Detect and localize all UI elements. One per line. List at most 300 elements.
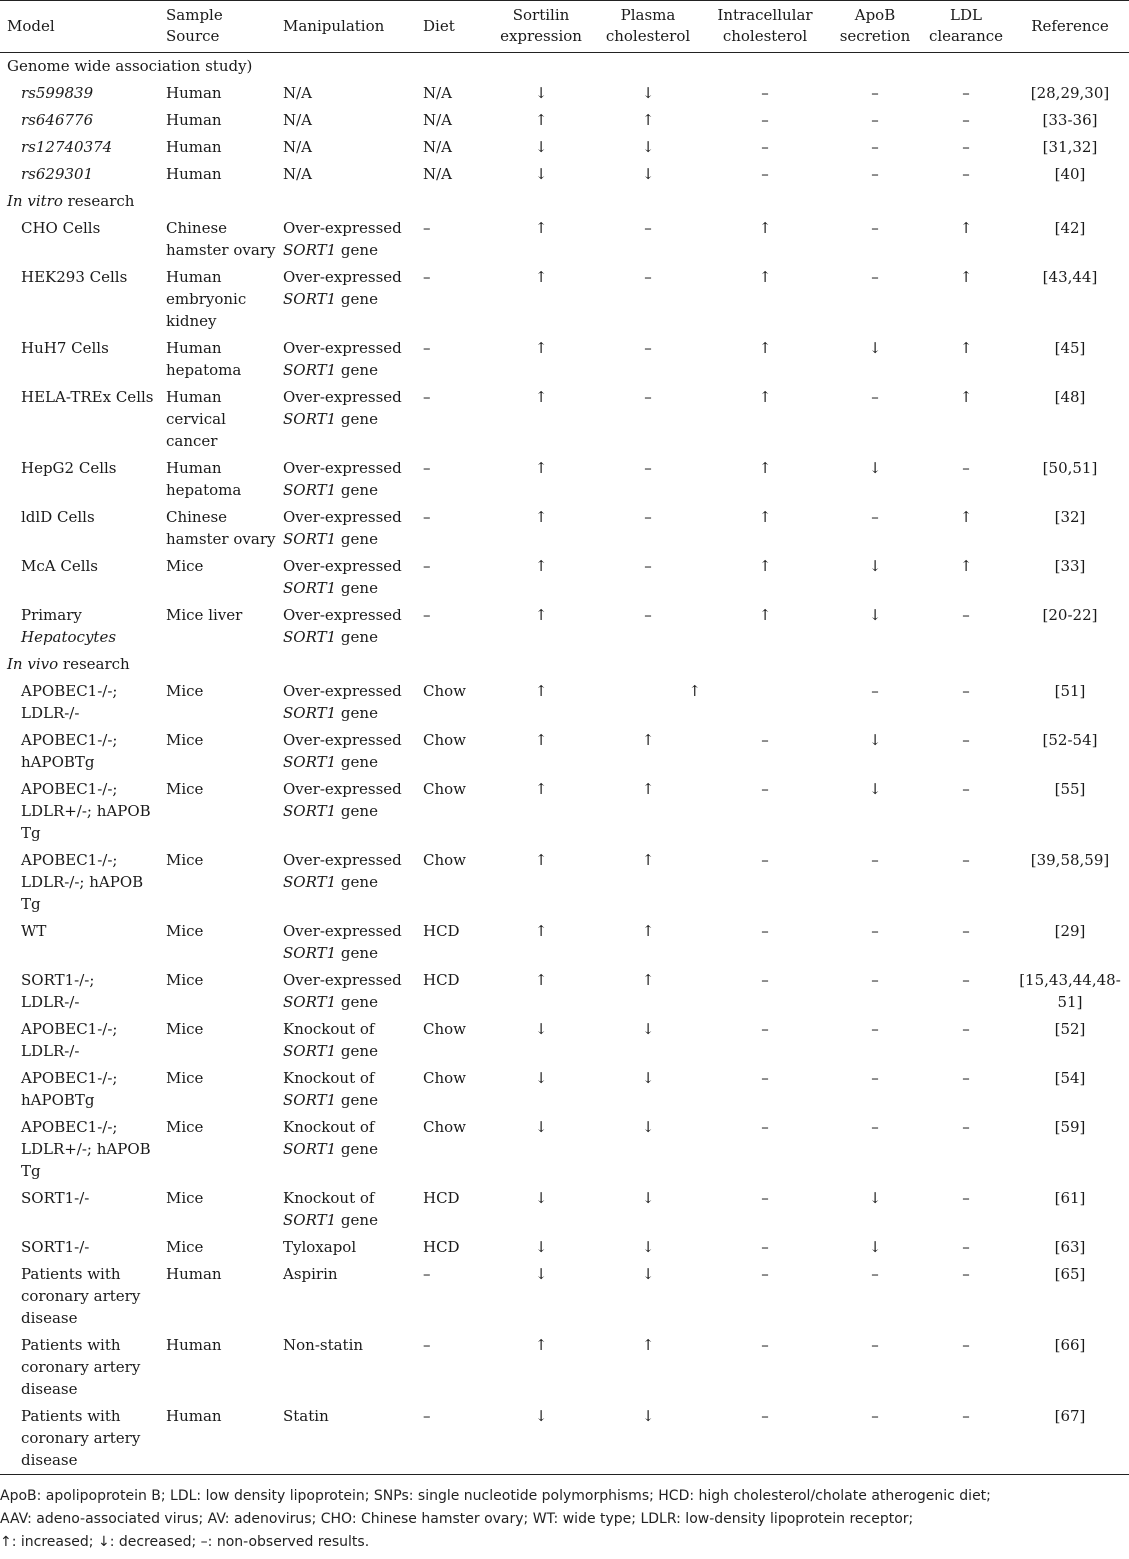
gene-name: SORT1	[283, 753, 337, 771]
cell-sample-source	[164, 776, 281, 847]
cell-ldl-clearance: –	[962, 1336, 970, 1354]
gene-name: SORT1	[283, 628, 337, 646]
cell-diet: –	[423, 219, 431, 237]
footnote-line: AAV: adeno-associated virus; AV: adenovirus; CHO: Chinese hamster ovary; WT: wide type; LDLR: low-density lipoprotein receptor;	[0, 1511, 914, 1527]
cell-ldl-clearance: –	[962, 1069, 970, 1087]
cell-reference: [15,43,44,48-51]	[1019, 971, 1121, 1011]
cell-line: disease	[21, 1380, 78, 1398]
cell-line: Human	[166, 1265, 222, 1283]
cell-line: N/A	[283, 138, 313, 156]
cell-manipulation	[281, 1234, 421, 1261]
cell-intracellular-cholesterol: ↑	[758, 339, 772, 357]
cell-sample-source	[164, 1016, 281, 1065]
cell-intracellular-cholesterol: –	[761, 780, 769, 798]
cell-ldl-clearance: –	[962, 84, 970, 102]
cell-sample-source	[164, 602, 281, 651]
gene-name: SORT1	[283, 579, 337, 597]
cell-line: hepatoma	[166, 481, 242, 499]
col-header-plasma-cholesterol	[595, 1, 701, 53]
col-header-text: Sample	[166, 6, 223, 24]
cell-sortilin-expression: ↑	[534, 219, 548, 237]
col-header-manipulation	[281, 1, 421, 53]
cell-line: SORT1 gene	[283, 579, 378, 597]
cell-sample-source	[164, 1261, 281, 1332]
cell-diet: Chow	[423, 1118, 467, 1136]
cell-sample-source	[164, 1332, 281, 1403]
cell-plasma-cholesterol: ↑	[641, 731, 655, 749]
table-row	[0, 1185, 1129, 1234]
cell-line: Over-expressed	[283, 682, 402, 700]
cell-diet: –	[423, 1265, 431, 1283]
col-header-ldl-clearance	[921, 1, 1011, 53]
col-header-text: Model	[7, 16, 55, 35]
cell-sample-source	[164, 504, 281, 553]
cell-model	[0, 215, 164, 264]
cell-intracellular-cholesterol: –	[761, 1020, 769, 1038]
cell-sortilin-expression: ↑	[534, 731, 548, 749]
cell-line: Mice	[166, 922, 204, 940]
table-row	[0, 1065, 1129, 1114]
cell-reference: [55]	[1054, 780, 1086, 798]
section-title-rest: research	[58, 655, 130, 673]
col-header-model	[0, 1, 164, 53]
table-row	[0, 335, 1129, 384]
cell-ldl-clearance: –	[962, 780, 970, 798]
col-header-text: LDL	[950, 6, 982, 24]
cell-ldl-clearance: –	[962, 1020, 970, 1038]
cell-line: N/A	[283, 111, 313, 129]
cell-ldl-clearance: –	[962, 971, 970, 989]
cell-model	[0, 553, 164, 602]
cell-diet: –	[423, 459, 431, 477]
cell-intracellular-cholesterol: –	[761, 165, 769, 183]
cell-sample-source	[164, 553, 281, 602]
cell-manipulation	[281, 776, 421, 847]
cell-manipulation	[281, 602, 421, 651]
plasma-arrow: ↑	[688, 682, 701, 700]
cell-ldl-clearance: ↑	[959, 219, 973, 237]
cell-model	[0, 107, 164, 134]
cell-line: APOBEC1-/-;	[21, 1118, 118, 1136]
gene-name: SORT1	[283, 481, 337, 499]
cell-apob-secretion: –	[871, 84, 879, 102]
table-row	[0, 918, 1129, 967]
cell-line: Statin	[283, 1407, 329, 1425]
cell-plasma-cholesterol: ↓	[641, 165, 655, 183]
cell-plasma-cholesterol: –	[644, 339, 652, 357]
cell-manipulation	[281, 847, 421, 918]
cell-apob-secretion: –	[871, 1407, 879, 1425]
cell-sortilin-expression: ↓	[534, 1020, 548, 1038]
cell-line: hAPOBTg	[21, 753, 95, 771]
col-header-text: ApoB	[854, 6, 896, 24]
cell-diet: N/A	[423, 165, 453, 183]
cell-line: SORT1 gene	[283, 290, 378, 308]
section-title	[0, 188, 1129, 215]
cell-sample-source	[164, 727, 281, 776]
cell-sortilin-expression: ↑	[534, 388, 548, 406]
cell-sample-source	[164, 1234, 281, 1261]
section-title	[0, 53, 1129, 81]
table-row	[0, 1332, 1129, 1403]
cell-line: Mice liver	[166, 606, 243, 624]
cell-line: Aspirin	[283, 1265, 338, 1283]
cell-diet: Chow	[423, 731, 467, 749]
cell-line: HuH7 Cells	[21, 339, 109, 357]
cell-line: Mice	[166, 731, 204, 749]
cell-diet: HCD	[423, 971, 460, 989]
cell-plasma-cholesterol	[595, 678, 701, 727]
section-row	[0, 651, 1129, 678]
cell-reference: [20-22]	[1042, 606, 1098, 624]
cell-apob-secretion: –	[871, 138, 879, 156]
cell-diet: Chow	[423, 1069, 467, 1087]
cell-line: HEK293 Cells	[21, 268, 128, 286]
cell-model	[0, 602, 164, 651]
cell-sample-source	[164, 1185, 281, 1234]
cell-line: SORT1 gene	[283, 1091, 378, 1109]
cell-line: APOBEC1-/-;	[21, 731, 118, 749]
cell-ldl-clearance: –	[962, 165, 970, 183]
cell-model	[0, 727, 164, 776]
cell-line: LDLR-/-	[21, 993, 80, 1011]
cell-line: SORT1 gene	[283, 628, 378, 646]
cell-sortilin-expression: ↓	[534, 1118, 548, 1136]
gene-name: SORT1	[283, 530, 337, 548]
cell-reference: [52]	[1054, 1020, 1086, 1038]
cell-diet: N/A	[423, 111, 453, 129]
cell-line: Over-expressed	[283, 731, 402, 749]
cell-line: SORT1 gene	[283, 1211, 378, 1229]
table-row	[0, 264, 1129, 335]
cell-manipulation	[281, 678, 421, 727]
cell-manipulation	[281, 1065, 421, 1114]
cell-line: hamster ovary	[166, 241, 276, 259]
cell-line: Over-expressed	[283, 557, 402, 575]
cell-line: N/A	[283, 84, 313, 102]
cell-line: Mice	[166, 1069, 204, 1087]
table-row	[0, 553, 1129, 602]
cell-manipulation	[281, 264, 421, 335]
cell-plasma-cholesterol: –	[644, 388, 652, 406]
cell-sortilin-expression: ↑	[534, 111, 548, 129]
cell-line: Human	[166, 339, 222, 357]
cell-sortilin-expression: ↑	[534, 922, 548, 940]
cell-intracellular-cholesterol: ↑	[758, 219, 772, 237]
cell-line: SORT1 gene	[283, 873, 378, 891]
cell-line: Patients with	[21, 1407, 121, 1425]
col-header-text: expression	[500, 27, 582, 45]
cell-intracellular-cholesterol: –	[761, 922, 769, 940]
cell-manipulation	[281, 215, 421, 264]
cell-line: rs629301	[21, 165, 94, 183]
cell-model	[0, 455, 164, 504]
cell-reference: [39,58,59]	[1030, 851, 1110, 869]
cell-line: SORT1 gene	[283, 704, 378, 722]
col-header-text: clearance	[928, 27, 1004, 45]
cell-diet: HCD	[423, 922, 460, 940]
cell-sortilin-expression: ↓	[534, 165, 548, 183]
cell-diet: –	[423, 1407, 431, 1425]
cell-line: coronary artery	[21, 1358, 141, 1376]
cell-reference: [40]	[1054, 165, 1086, 183]
cell-manipulation	[281, 335, 421, 384]
cell-model	[0, 1261, 164, 1332]
cell-model	[0, 1332, 164, 1403]
cell-apob-secretion: –	[871, 165, 879, 183]
cell-line: Mice	[166, 1189, 204, 1207]
cell-line: Mice	[166, 682, 204, 700]
cell-line: SORT1 gene	[283, 481, 378, 499]
footnote-line: ApoB: apolipoprotein B; LDL: low density lipoprotein; SNPs: single nucleotide polymorphisms; HCD: high cholesterol/cholate atherogenic diet;	[0, 1488, 991, 1504]
cell-line: LDLR-/-	[21, 704, 80, 722]
col-header-sample-source	[164, 1, 281, 53]
cell-reference: [33-36]	[1042, 111, 1098, 129]
gene-name: SORT1	[283, 1042, 337, 1060]
cell-intracellular-cholesterol: ↑	[758, 508, 772, 526]
cell-line: LDLR+/-; hAPOB	[21, 802, 151, 820]
col-header-apob-secretion	[829, 1, 921, 53]
cell-plasma-cholesterol: –	[644, 557, 652, 575]
cell-plasma-cholesterol: ↑	[641, 780, 655, 798]
cell-diet: N/A	[423, 84, 453, 102]
cell-sample-source	[164, 134, 281, 161]
cell-sample-source	[164, 455, 281, 504]
cell-apob-secretion: –	[871, 922, 879, 940]
cell-line: Human	[166, 1336, 222, 1354]
cell-manipulation	[281, 727, 421, 776]
cell-plasma-cholesterol: ↓	[641, 1265, 655, 1283]
cell-plasma-cholesterol: ↓	[641, 1238, 655, 1256]
cell-sample-source	[164, 1114, 281, 1185]
cell-line: Over-expressed	[283, 459, 402, 477]
cell-model	[0, 1403, 164, 1475]
cell-plasma-cholesterol: ↑	[641, 851, 655, 869]
cell-sample-source	[164, 918, 281, 967]
gene-name: SORT1	[283, 944, 337, 962]
cell-line: APOBEC1-/-;	[21, 682, 118, 700]
cell-line: SORT1-/-	[21, 1189, 90, 1207]
cell-intracellular-cholesterol: ↑	[758, 606, 772, 624]
section-title-rest: research	[62, 192, 135, 210]
cell-apob-secretion: –	[871, 682, 879, 700]
cell-ldl-clearance: –	[962, 1407, 970, 1425]
gene-name: SORT1	[283, 241, 337, 259]
cell-manipulation	[281, 1016, 421, 1065]
cell-line: rs12740374	[21, 138, 113, 156]
table-row	[0, 602, 1129, 651]
cell-sample-source	[164, 215, 281, 264]
cell-line: Tg	[21, 824, 41, 842]
cell-reference: [51]	[1054, 682, 1086, 700]
cell-line: LDLR+/-; hAPOB	[21, 1140, 151, 1158]
cell-intracellular-cholesterol: –	[761, 1265, 769, 1283]
cell-manipulation	[281, 107, 421, 134]
cell-model	[0, 80, 164, 107]
section-title-italic: In vitro	[7, 192, 63, 210]
col-header-diet	[421, 1, 487, 53]
gene-name: SORT1	[283, 1091, 337, 1109]
cell-line: SORT1 gene	[283, 753, 378, 771]
cell-line: Human	[166, 1407, 222, 1425]
cell-line: Patients with	[21, 1336, 121, 1354]
cell-sortilin-expression: ↑	[534, 508, 548, 526]
cell-diet: –	[423, 339, 431, 357]
cell-line: SORT1 gene	[283, 410, 378, 428]
cell-sortilin-expression: ↑	[534, 851, 548, 869]
cell-intracellular-cholesterol: ↑	[758, 459, 772, 477]
cell-apob-secretion: ↓	[868, 557, 882, 575]
cell-reference: [32]	[1054, 508, 1086, 526]
cell-line: Patients with	[21, 1265, 121, 1283]
cell-reference: [52-54]	[1042, 731, 1098, 749]
cell-reference: [45]	[1054, 339, 1086, 357]
cell-sample-source	[164, 264, 281, 335]
cell-model	[0, 134, 164, 161]
table-row	[0, 1114, 1129, 1185]
cell-line: coronary artery	[21, 1429, 141, 1447]
cell-reference: [54]	[1054, 1069, 1086, 1087]
cell-reference: [59]	[1054, 1118, 1086, 1136]
cell-diet: Chow	[423, 780, 467, 798]
cell-intracellular-cholesterol: –	[761, 1189, 769, 1207]
cell-line: Human	[166, 388, 222, 406]
cell-sortilin-expression: ↑	[534, 1336, 548, 1354]
cell-apob-secretion: –	[871, 1069, 879, 1087]
cell-intracellular-cholesterol: –	[761, 1336, 769, 1354]
cell-ldl-clearance: –	[962, 111, 970, 129]
cell-diet: –	[423, 268, 431, 286]
cell-ldl-clearance: –	[962, 922, 970, 940]
cell-ldl-clearance: –	[962, 1118, 970, 1136]
gene-name: SORT1	[283, 290, 337, 308]
cell-line: SORT1 gene	[283, 993, 378, 1011]
cell-line: Over-expressed	[283, 851, 402, 869]
table-row	[0, 504, 1129, 553]
footnotes	[0, 1475, 1129, 1554]
cell-intracellular-cholesterol: –	[761, 138, 769, 156]
cell-line: Mice	[166, 1020, 204, 1038]
cell-reference: [66]	[1054, 1336, 1086, 1354]
table-row	[0, 967, 1129, 1016]
section-row	[0, 53, 1129, 81]
cell-line: Over-expressed	[283, 219, 402, 237]
cell-ldl-clearance: –	[962, 1265, 970, 1283]
cell-sortilin-expression: ↑	[534, 557, 548, 575]
cell-plasma-cholesterol: ↓	[641, 138, 655, 156]
cell-apob-secretion: ↓	[868, 339, 882, 357]
cell-apob-secretion: –	[871, 219, 879, 237]
cell-intracellular-cholesterol: –	[761, 1407, 769, 1425]
cell-plasma-cholesterol: –	[644, 219, 652, 237]
col-header-text: Sortilin	[512, 6, 570, 24]
cell-line: rs599839	[21, 84, 94, 102]
cell-line: Human	[166, 459, 222, 477]
table-row	[0, 1261, 1129, 1332]
cell-line: Knockout of	[283, 1069, 375, 1087]
col-header-text: Reference	[1031, 16, 1109, 35]
cell-line: LDLR-/-; hAPOB	[21, 873, 144, 891]
gene-name: SORT1	[283, 1211, 337, 1229]
cell-line: APOBEC1-/-;	[21, 1020, 118, 1038]
cell-reference: [50,51]	[1042, 459, 1098, 477]
col-header-reference	[1011, 1, 1129, 53]
cell-intracellular-cholesterol: ↑	[758, 268, 772, 286]
cell-line: APOBEC1-/-;	[21, 1069, 118, 1087]
cell-intracellular-cholesterol: –	[761, 731, 769, 749]
cell-model	[0, 335, 164, 384]
cell-sample-source	[164, 335, 281, 384]
cell-ldl-clearance: ↑	[959, 557, 973, 575]
cell-line: coronary artery	[21, 1287, 141, 1305]
cell-plasma-cholesterol: ↓	[641, 1069, 655, 1087]
cell-apob-secretion: ↓	[868, 1238, 882, 1256]
cell-intracellular-cholesterol: ↑	[758, 388, 772, 406]
cell-intracellular-cholesterol: –	[761, 971, 769, 989]
cell-plasma-cholesterol: ↓	[641, 1118, 655, 1136]
cell-line: Over-expressed	[283, 922, 402, 940]
cell-apob-secretion: ↓	[868, 731, 882, 749]
cell-ldl-clearance: ↑	[959, 268, 973, 286]
cell-line: APOBEC1-/-;	[21, 780, 118, 798]
cell-manipulation	[281, 1403, 421, 1475]
gene-name: SORT1	[283, 704, 337, 722]
cell-sortilin-expression: ↓	[534, 1069, 548, 1087]
cell-diet: –	[423, 606, 431, 624]
cell-line: WT	[21, 922, 47, 940]
cell-line: SORT1 gene	[283, 241, 378, 259]
col-header-text: cholesterol	[605, 27, 691, 45]
cell-line: SORT1 gene	[283, 944, 378, 962]
cell-manipulation	[281, 504, 421, 553]
cell-line: disease	[21, 1451, 78, 1469]
cell-intracellular-cholesterol: –	[761, 1069, 769, 1087]
cell-plasma-cholesterol: ↓	[641, 1407, 655, 1425]
col-header-sortilin-expression	[487, 1, 595, 53]
cell-sample-source	[164, 107, 281, 134]
cell-model	[0, 264, 164, 335]
cell-model	[0, 776, 164, 847]
gene-name: SORT1	[283, 361, 337, 379]
cell-manipulation	[281, 1185, 421, 1234]
table-row	[0, 80, 1129, 107]
cell-line: SORT1 gene	[283, 530, 378, 548]
cell-line: SORT1 gene	[283, 361, 378, 379]
col-header-text: Source	[166, 27, 220, 45]
cell-ldl-clearance: –	[962, 606, 970, 624]
cell-apob-secretion: –	[871, 851, 879, 869]
cell-apob-secretion: –	[871, 268, 879, 286]
cell-line: Mice	[166, 851, 204, 869]
cell-ldl-clearance: –	[962, 731, 970, 749]
cell-line: Tg	[21, 1162, 41, 1180]
cell-line: embryonic	[166, 290, 247, 308]
cell-sample-source	[164, 384, 281, 455]
col-header-text: secretion	[839, 27, 911, 45]
cell-diet: Chow	[423, 1020, 467, 1038]
cell-sortilin-expression: ↓	[534, 1407, 548, 1425]
col-header-intracellular-cholesterol	[701, 1, 829, 53]
cell-line: Over-expressed	[283, 388, 402, 406]
cell-plasma-cholesterol: –	[644, 508, 652, 526]
cell-reference: [33]	[1054, 557, 1086, 575]
cell-intracellular-cholesterol: –	[761, 1118, 769, 1136]
cell-line: Chinese	[166, 508, 228, 526]
cell-line: SORT1-/-;	[21, 971, 95, 989]
cell-line: Over-expressed	[283, 339, 402, 357]
section-title-italic: In vivo	[7, 655, 59, 673]
cell-line: Mice	[166, 1238, 204, 1256]
